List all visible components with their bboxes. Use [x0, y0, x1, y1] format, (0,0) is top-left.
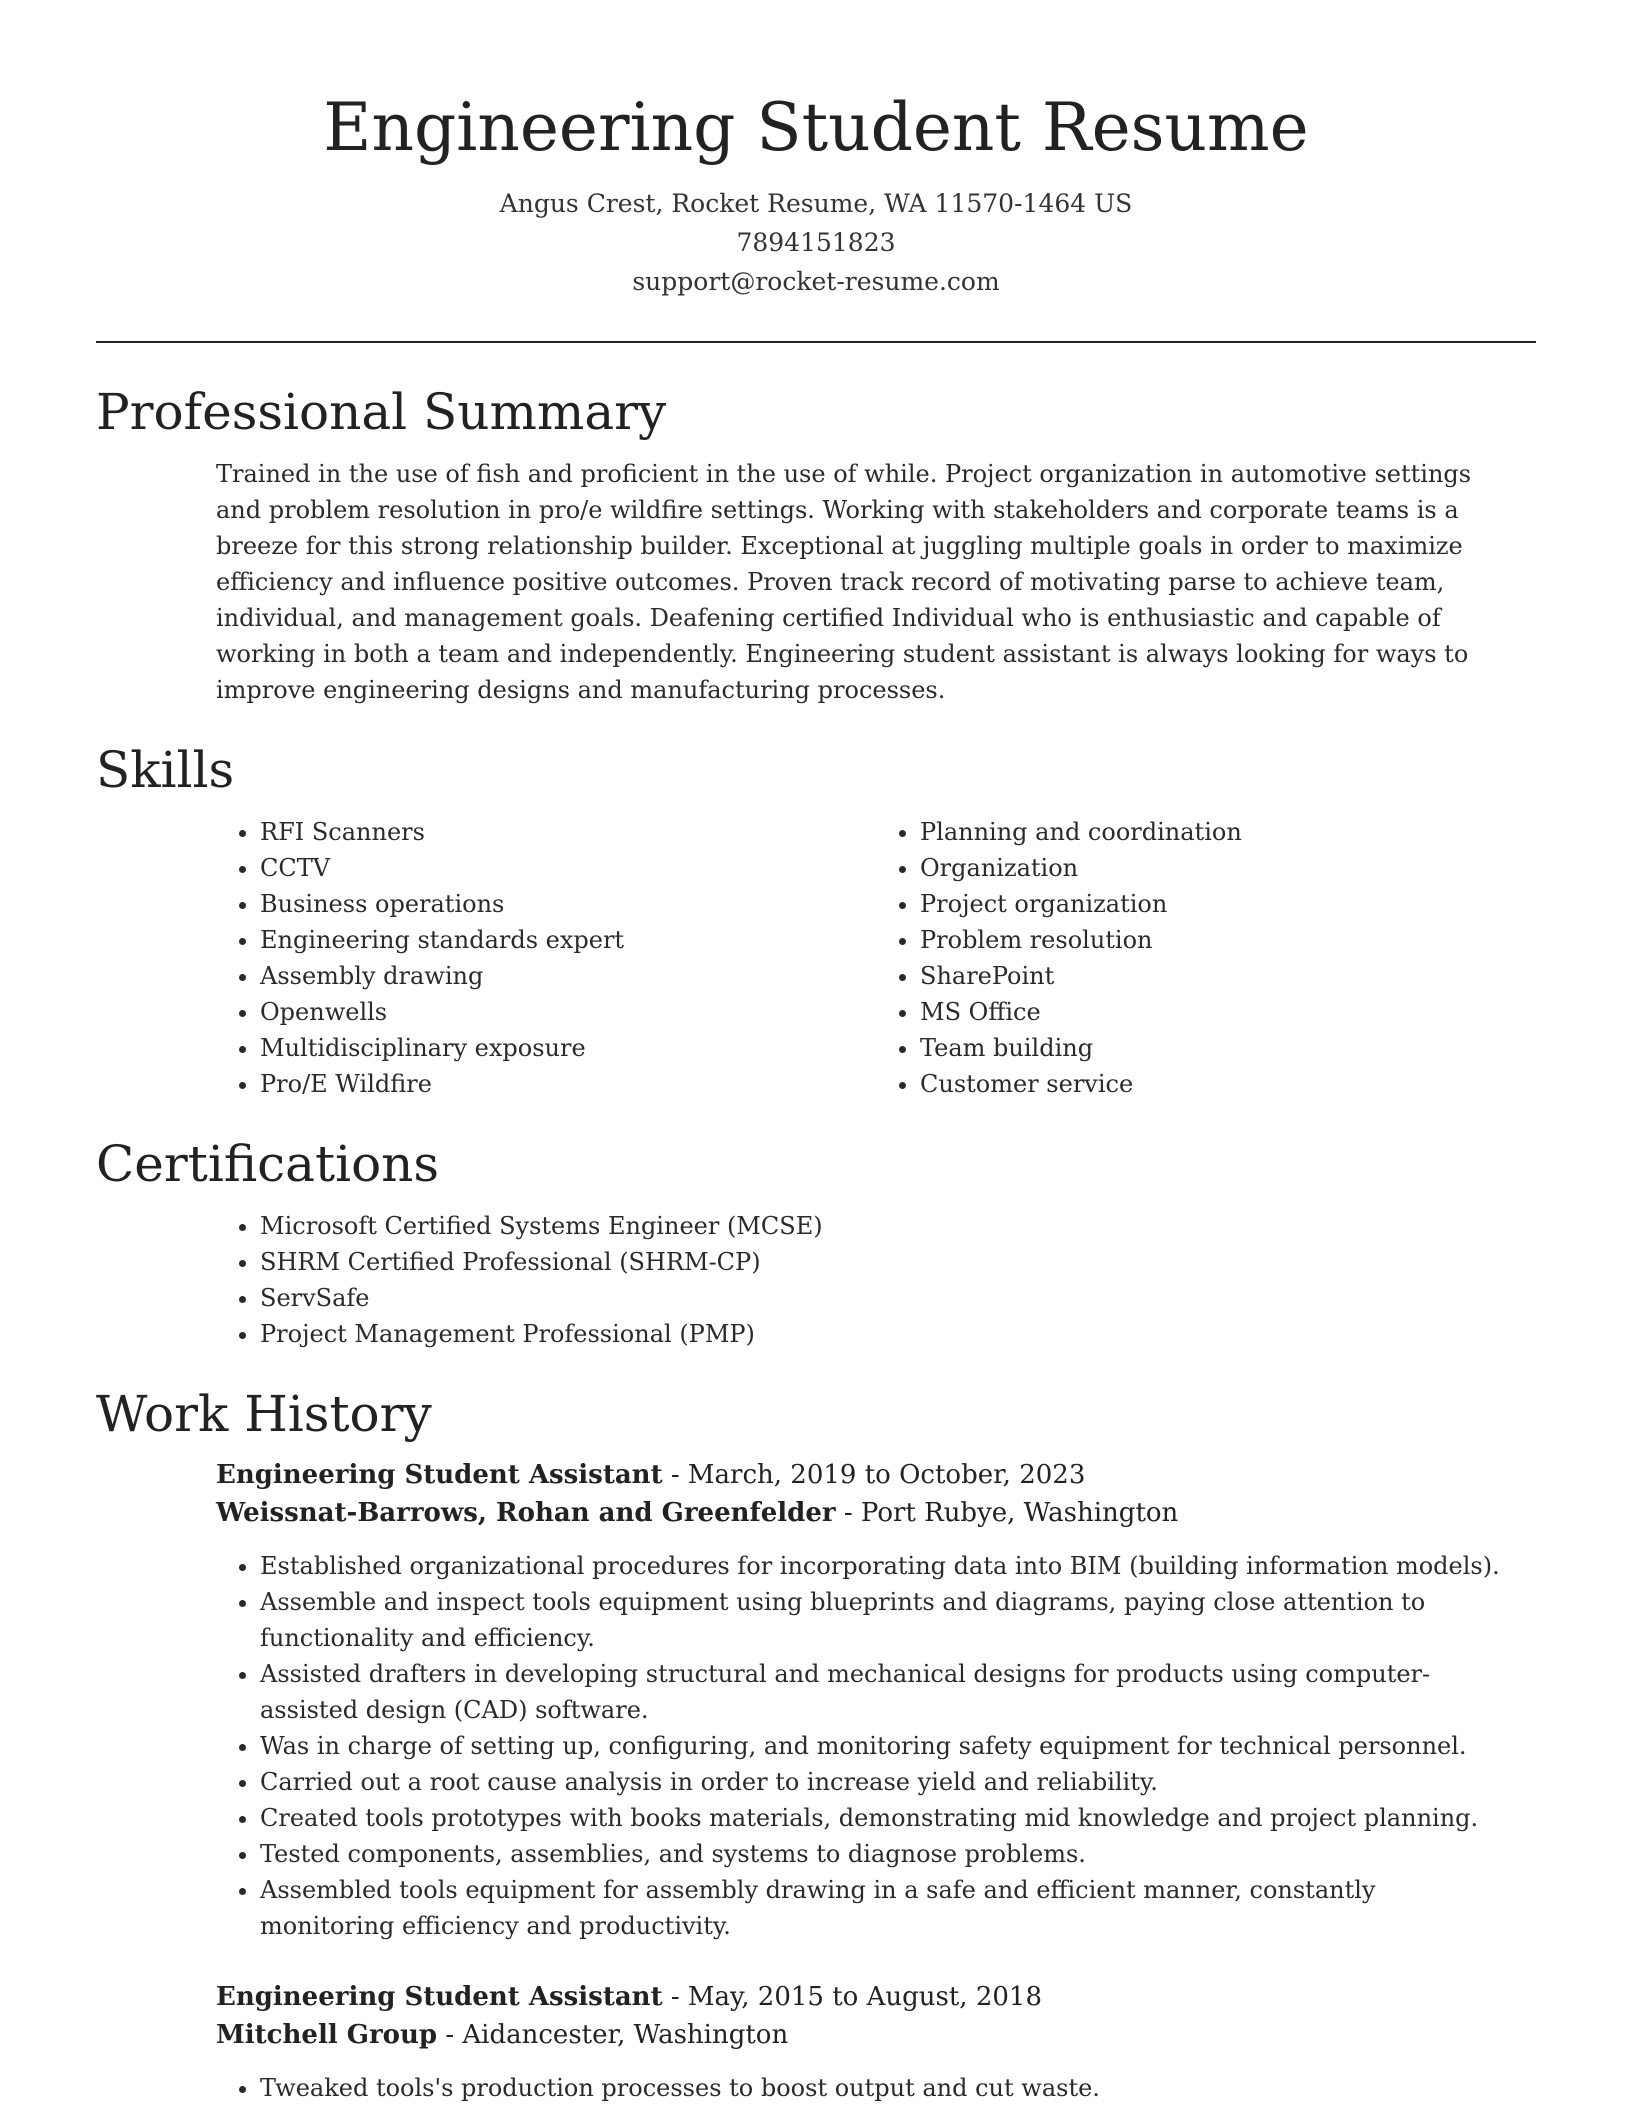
list-item: • Business operations [260, 886, 876, 922]
list-item: • Engineering standards expert [260, 922, 876, 958]
list-item: • Was in charge of setting up, configuring, and monitoring safety equipment for technical personnel. [260, 1728, 1516, 1764]
list-item: • Organization [920, 850, 1536, 886]
list-item: • Openwells [260, 994, 876, 1030]
job-bullets [216, 2070, 1516, 2106]
list-item: • SHRM Certified Professional (SHRM-CP) [260, 1244, 1536, 1280]
work-history-heading: Work History [96, 1385, 432, 1443]
summary-heading: Professional Summary [96, 383, 667, 441]
list-item: • Carried out a root cause analysis in order to increase yield and reliability. [260, 1764, 1516, 1800]
email: support@rocket-resume.com [632, 267, 1000, 296]
job-company: Weissnat-Barrows, Rohan and Greenfelder [216, 1498, 836, 1528]
list-item: • Tweaked tools's production processes to boost output and cut waste. [260, 2070, 1516, 2106]
address: Angus Crest, Rocket Resume, WA 11570-1464 US [499, 189, 1133, 218]
list-item: • Assisted drafters in developing structural and mechanical designs for products using computer-assisted design (CAD) software. [260, 1656, 1516, 1728]
resume-header [0, 0, 1632, 301]
list-item: • Microsoft Certified Systems Engineer (MCSE) [260, 1208, 1536, 1244]
list-item: • Assembly drawing [260, 958, 876, 994]
list-item: • Planning and coordination [920, 814, 1536, 850]
skills-right-list [876, 814, 1536, 1102]
job-bullets [216, 1548, 1516, 1944]
list-item: • Tested components, assemblies, and systems to diagnose problems. [260, 1836, 1516, 1872]
list-item: • MS Office [920, 994, 1536, 1030]
certifications-section [96, 1132, 1536, 1352]
resume-title: Engineering Student Resume [323, 89, 1309, 166]
list-item: • Created tools prototypes with books materials, demonstrating mid knowledge and project planning. [260, 1800, 1516, 1836]
list-item: • RFI Scanners [260, 814, 876, 850]
certifications-list [216, 1208, 1536, 1352]
skills-section [96, 738, 1536, 1102]
list-item: • Team building [920, 1030, 1536, 1066]
skills-left-list [216, 814, 876, 1102]
job-title-line [216, 1456, 1516, 1494]
job-entry [216, 1456, 1516, 1944]
list-item: • ServSafe [260, 1280, 1536, 1316]
list-item: • Problem resolution [920, 922, 1536, 958]
certifications-list-wrap [216, 1208, 1536, 1352]
header-divider [96, 341, 1536, 343]
work-history-section [96, 1382, 1536, 2106]
summary-text: Trained in the use of fish and proficient in the use of while. Project organization in automotive settings and problem resolution in pro/e wildfire settings. Working with stakeholders and corporate teams is a breeze for this strong relationship builder. Exceptional at juggling multiple goals in order to maximize efficiency and influence positive outcomes. Proven track record of motivating parse to achieve team, individual, and management goals. Deafening certified Individual who is enthusiastic and capable of working in both a team and independently. Engineering student assistant is always looking for ways to improve engineering designs and manufacturing processes. [216, 460, 1472, 704]
phone: 7894151823 [736, 228, 896, 257]
skills-heading: Skills [96, 741, 235, 799]
list-item: • SharePoint [920, 958, 1536, 994]
list-item: • Project organization [920, 886, 1536, 922]
list-item: • Established organizational procedures for incorporating data into BIM (building information models). [260, 1548, 1516, 1584]
job-title: Engineering Student Assistant [216, 1982, 663, 2012]
skills-grid [216, 814, 1536, 1102]
list-item: • Multidisciplinary exposure [260, 1030, 876, 1066]
job-title: Engineering Student Assistant [216, 1460, 663, 1490]
list-item: • Assemble and inspect tools equipment using blueprints and diagrams, paying close attention to functionality and efficiency. [260, 1584, 1516, 1656]
job-company-line [216, 2016, 1516, 2054]
job-dates: - March, 2019 to October, 2023 [662, 1460, 1086, 1490]
list-item: • Pro/E Wildfire [260, 1066, 876, 1102]
job-company-line [216, 1494, 1516, 1532]
job-location: - Aidancester, Washington [437, 2020, 789, 2050]
list-item: • Assembled tools equipment for assembly drawing in a safe and efficient manner, constantly monitoring efficiency and productivity. [260, 1872, 1516, 1944]
contact-block [0, 184, 1632, 301]
certifications-heading: Certifications [96, 1135, 440, 1193]
list-item: • Customer service [920, 1066, 1536, 1102]
job-location: - Port Rubye, Washington [835, 1498, 1179, 1528]
list-item: • CCTV [260, 850, 876, 886]
job-dates: - May, 2015 to August, 2018 [662, 1982, 1042, 2012]
job-title-line [216, 1978, 1516, 2016]
job-company: Mitchell Group [216, 2020, 438, 2050]
job-entry [216, 1978, 1516, 2106]
list-item: • Project Management Professional (PMP) [260, 1316, 1536, 1352]
summary-section [96, 380, 1536, 708]
